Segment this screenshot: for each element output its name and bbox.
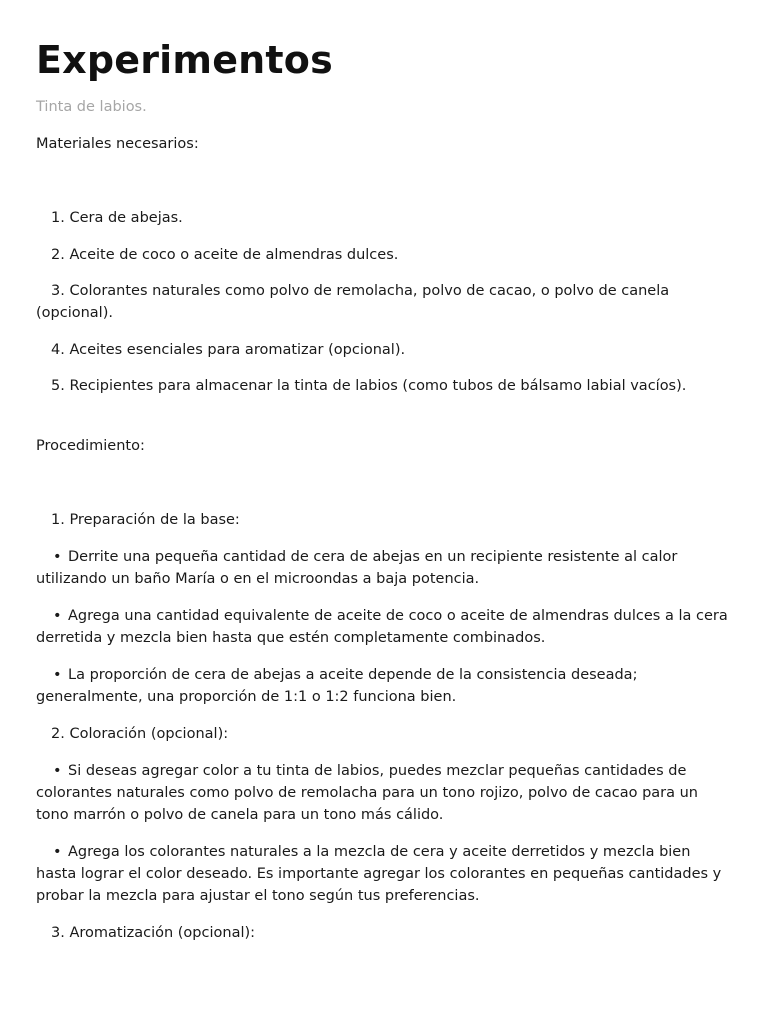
list-item: 4. Aceites esenciales para aromatizar (opcional).	[51, 341, 406, 358]
bullet-text: Agrega los colorantes naturales a la mezcla de cera y aceite derretidos y mezcla bien hasta lograr el color deseado. Es importante agregar los colorantes en pequeñas cantidades y probar la mezcla para ajustar el tono según tus preferencias.	[36, 844, 722, 904]
page-subtitle: Tinta de labios.	[36, 99, 147, 115]
step-title: 1. Preparación de la base:	[51, 512, 240, 528]
step-title: 3. Aromatización (opcional):	[51, 925, 256, 941]
list-item	[36, 605, 732, 649]
spacer	[36, 457, 732, 509]
list-item: 2. Aceite de coco o aceite de almendras dulces.	[51, 246, 399, 263]
procedure-steps	[36, 509, 732, 944]
bullet-icon: •	[53, 763, 62, 779]
bullet-text: Si deseas agregar color a tu tinta de labios, puedes mezclar pequeñas cantidades de colorantes naturales como polvo de remolacha para un tono rojizo, polvo de cacao para un tono marrón o polvo de canela para un tono más cálido.	[36, 763, 698, 823]
step-title: 2. Coloración (opcional):	[51, 726, 229, 742]
list-item: 3. Colorantes naturales como polvo de remolacha, polvo de cacao, o polvo de canela (opcional).	[36, 283, 670, 321]
bullet-text: Derrite una pequeña cantidad de cera de abejas en un recipiente resistente al calor utilizando un baño María o en el microondas a baja potencia.	[36, 549, 678, 587]
bullet-text: Agrega una cantidad equivalente de aceite de coco o aceite de almendras dulces a la cera derretida y mezcla bien hasta que estén completamente combinados.	[36, 608, 728, 646]
bullet-icon: •	[53, 549, 62, 565]
materials-list	[36, 207, 732, 397]
page-title: Experimentos	[36, 38, 333, 82]
bullet-icon: •	[53, 608, 62, 624]
materials-heading: Materiales necesarios:	[36, 136, 199, 152]
procedure-heading: Procedimiento:	[36, 438, 145, 454]
spacer	[36, 155, 732, 207]
bullet-icon: •	[53, 844, 62, 860]
list-item: 5. Recipientes para almacenar la tinta de labios (como tubos de bálsamo labial vacíos).	[51, 378, 687, 394]
bullet-text: La proporción de cera de abejas a aceite depende de la consistencia deseada; generalmente, una proporción de 1:1 o 1:2 funciona bien.	[36, 667, 638, 705]
list-item	[36, 664, 732, 708]
bullet-icon: •	[53, 667, 62, 683]
list-item: 1. Cera de abejas.	[51, 210, 183, 226]
list-item	[36, 760, 732, 826]
list-item	[36, 546, 732, 590]
list-item	[36, 841, 732, 907]
